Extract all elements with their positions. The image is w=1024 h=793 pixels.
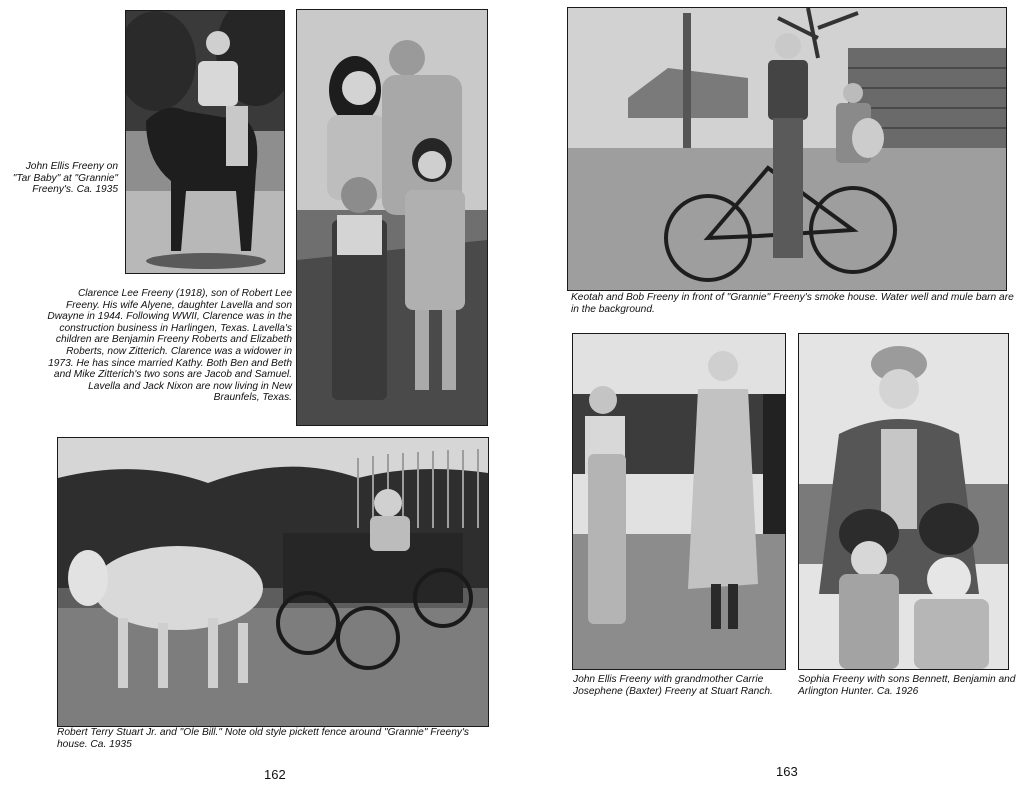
photo-goat-wagon — [57, 437, 489, 727]
photo-grandmother — [572, 333, 786, 670]
left-page — [0, 0, 505, 793]
caption-grandmother: John Ellis Freeny with grandmother Carrie Josephene (Baxter) Freeny at Stuart Ranch. — [573, 674, 773, 697]
page-number-left: 162 — [264, 767, 286, 782]
caption-sophia: Sophia Freeny with sons Bennett, Benjamin and Arlington Hunter. Ca. 1926 — [798, 674, 1016, 697]
page-number-right: 163 — [776, 764, 798, 779]
caption-clarence: Clarence Lee Freeny (1918), son of Robert Lee Freeny. His wife Alyene, daughter Lavella and son Dwayne in 1944. Following WWII, Clarence was in the construction business in Harlingen, Texas. Lavella's children are Benjamin Freeny Roberts and Elizabeth Roberts, now Zitterich. Clarence was a widower in 1973. He has since married Kathy. Both Ben and Beth and Mike Zitterich's two sons are Jacob and Samuel. Lavella and Jack Nixon are now living in New Braunfels, Texas. — [47, 288, 292, 404]
photo-bicycle-smoke-house — [567, 7, 1007, 291]
right-page — [505, 0, 1024, 793]
photo-boy-on-pony — [125, 10, 285, 274]
photo-clarence-family — [296, 9, 488, 426]
photo-sophia-and-sons — [798, 333, 1009, 670]
caption-ole-bill: Robert Terry Stuart Jr. and "Ole Bill." Note old style pickett fence around "Grannie" Freeny's house. Ca. 1935 — [57, 727, 470, 750]
caption-tar-baby: John Ellis Freeny on "Tar Baby" at "Grannie" Freeny's. Ca. 1935 — [12, 161, 118, 196]
caption-bicycle: Keotah and Bob Freeny in front of "Grannie" Freeny's smoke house. Water well and mule barn are in the background. — [571, 292, 1014, 315]
